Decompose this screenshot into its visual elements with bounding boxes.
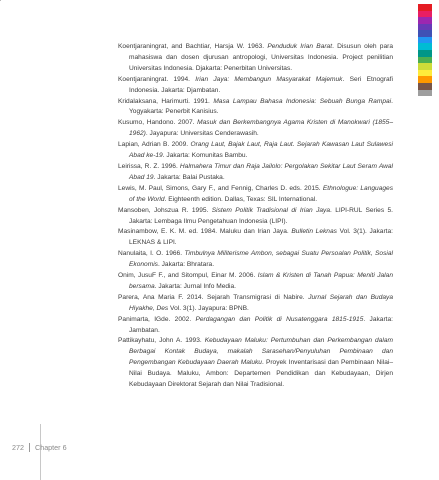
color-swatch [418, 17, 432, 24]
print-color-bar [418, 4, 432, 96]
color-swatch [418, 11, 432, 18]
color-swatch [418, 30, 432, 37]
reference-entry: Koentjaraningrat, and Bachtiar, Harsja W. 1963. Penduduk Irian Barat. Disusun oleh para mahasiswa dan dosen djurusan antropologi, Universitas Indonesia. Project penilitian Universitas Indonesia. Djakarta: Penerbitan Universitas. [118, 43, 393, 72]
color-swatch [418, 76, 432, 83]
reference-entry: Onim, JusuF F., and Sitompul, Einar M. 2006. Islam & Kristen di Tanah Papua: Meniti Jalan bersama. Jakarta: Jurnal Info Media. [118, 272, 393, 290]
reference-list [118, 42, 393, 391]
reference-entry: Masinambow, E. K. M. ed. 1984. Maluku dan Irian Jaya. Bulletin Leknas Vol. 3(1). Jakarta: LEKNAS & LIPI. [118, 228, 393, 247]
color-swatch [418, 57, 432, 64]
crop-mark [0, 0, 1, 1]
page-number: 272 [12, 443, 24, 452]
margin-rule [40, 424, 41, 480]
color-swatch [418, 83, 432, 90]
color-swatch [418, 50, 432, 57]
reference-entry: Mansoben, Johszua R. 1995. Sistem Politik Tradisional di Irian Jaya. LIPI-RUL Series 5. Jakarta: Lembaga Ilmu Pengetahuan Indonesia (LIPI). [118, 206, 393, 225]
footer-divider [29, 443, 30, 452]
reference-entry: Panimarta, IGde. 2002. Perdagangan dan Politik di Nusatenggara 1815-1915. Jakarta: Jambatan. [118, 315, 394, 334]
color-swatch [418, 90, 432, 97]
reference-entry: Koentjaraningrat. 1994. Irian Jaya: Membangun Masyarakat Majemuk. Seri Etnografi Indonesia. Jakarta: Djambatan. [118, 75, 393, 94]
color-swatch [418, 37, 432, 44]
reference-entry: Pattikayhatu, John A. 1993. Kebudayaan Maluku: Pertumbuhan dan Perkembangan dalam Berbagai Kontak Budaya, makalah Sarasehan/Penyuluhan Pembinaan dan Pengembangan Kebudayaan Daerah Maluku. Proyek Inventarisasi dan Pembinaan Nilai–Nilai Budaya. Maluku, Ambon: Departemen Pendidikan dan Kebudayaan, Dirjen Kebudayaan Direktorat Sejarah dan Nilai Tradisional. [118, 337, 393, 389]
color-swatch [418, 4, 432, 11]
page-footer [12, 443, 67, 452]
color-swatch [418, 70, 432, 77]
reference-entry: Lewis, M. Paul, Simons, Gary F., and Fennig, Charles D. eds. 2015. Ethnologue: Languages of the World. Eighteenth edition. Dallas, Texas: SIL International. [118, 184, 393, 203]
reference-entry: Parera, Ana Maria F. 2014. Sejarah Transmigrasi di Nabire. Jurnal Sejarah dan Budaya Hiyakhe, Des Vol. 3(1). Jayapura: BPNB. [118, 293, 393, 312]
reference-entry: Kusumo, Handono. 2007. Masuk dan Berkembangnya Agama Kristen di Manokwari (1855–1962). Jayapura: Universitas Cenderawasih. [118, 119, 393, 138]
chapter-label: Chapter 6 [35, 443, 67, 452]
color-swatch [418, 63, 432, 70]
reference-entry: Kridalaksana, Harimurti. 1991. Masa Lampau Bahasa Indonesia: Sebuah Bunga Rampai. Yogyakarta: Penerbit Kanisius. [118, 97, 393, 116]
color-swatch [418, 43, 432, 50]
color-swatch [418, 24, 432, 31]
reference-entry: Nanulaita, I. O. 1966. Timbulnya Militerisme Ambon, sebagai Suatu Persoalan Politik, Sosial Ekonomis. Jakarta: Bhratara. [118, 250, 393, 269]
reference-entry: Leirissa, R. Z. 1996. Halmahera Timur dan Raja Jailolo: Pergolakan Sekitar Laut Seram Awal Abad 19. Jakarta: Balai Pustaka. [118, 162, 393, 181]
reference-entry: Lapian, Adrian B. 2009. Orang Laut, Bajak Laut, Raja Laut. Sejarah Kawasan Laut Sulawesi Abad ke-19. Jakarta: Komunitas Bambu. [118, 141, 393, 160]
